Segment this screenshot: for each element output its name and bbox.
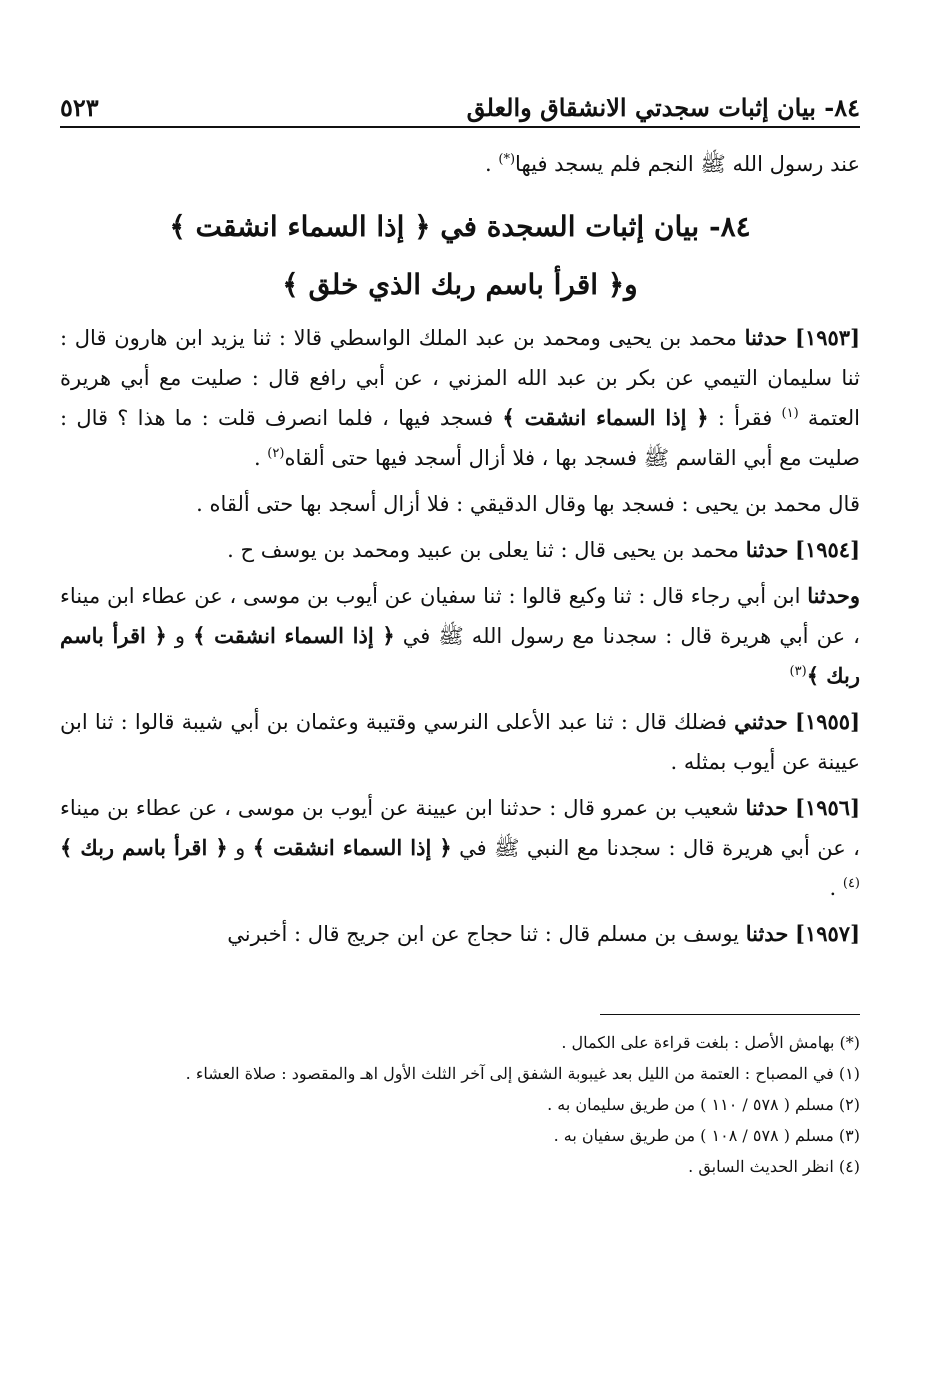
hadith-text: محمد بن يحيى قال : ثنا يعلى بن عبيد ومحمد بن يوسف ح . [227, 538, 740, 562]
hadith-number: [١٩٥٣] [795, 325, 860, 350]
hadith-text: ابن أبي رجاء قال : ثنا وكيع قالوا : ثنا سفيان عن أيوب بن موسى ، عن عطاء ابن ميناء ، عن أبي هريرة قال : سجدنا مع رسول الله ﷺ في [60, 584, 860, 648]
hadith-1955 [60, 702, 860, 782]
narration-formula: حدثنا [745, 537, 789, 562]
hadith-text: و [235, 836, 246, 860]
hadith-text: محمد بن يحيى ومحمد بن عبد الملك الواسطي قالا : ثنا يزيد ابن هارون قال : ثنا سليمان التيمي عن بكر بن عبد الله المزني ، عن أبي رافع قال : صليت مع أبي هريرة العتمة [60, 326, 860, 430]
hadith-1954 [60, 530, 860, 570]
quran-citation: ﴿ اقرأ باسم ربك ﴾ [60, 623, 860, 688]
hadith-number: [١٩٥٧] [795, 921, 860, 946]
hadith-text: . [829, 876, 843, 900]
footnote-marker-1: (١) [781, 406, 799, 421]
footnote-4: (٤) انظر الحديث السابق . [688, 1157, 860, 1176]
footnote-2: (٢) مسلم ( ٥٧٨ / ١١٠ ) من طريق سليمان به . [547, 1095, 860, 1114]
footnote-3: (٣) مسلم ( ٥٧٨ / ١٠٨ ) من طريق سفيان به . [553, 1126, 860, 1145]
quran-citation: ﴿ اقرأ باسم ربك ﴾ [60, 835, 228, 860]
footnote-separator [600, 1014, 860, 1015]
hadith-text: فقرأ : [717, 406, 773, 430]
hadith-1957 [60, 914, 860, 954]
hadith-number: [١٩٥٦] [795, 795, 860, 820]
footnotes [60, 1027, 860, 1182]
hadith-text: . [253, 446, 268, 470]
narration-formula: حدثنا [745, 921, 789, 946]
section-title [60, 202, 860, 310]
narration-formula: وحدثنا [807, 583, 860, 608]
page-number: ٥٢٣ [60, 93, 99, 122]
continuation-end: . [485, 152, 499, 176]
continuation-text: عند رسول الله ﷺ النجم فلم يسجد فيها [515, 152, 860, 176]
hadith-number: [١٩٥٥] [795, 709, 860, 734]
footnote-marker-2: (٢) [267, 446, 285, 461]
footnote-star: (*) بهامش الأصل : بلغت قراءة على الكمال . [561, 1033, 860, 1052]
hadith-text: يوسف بن مسلم قال : ثنا حجاج عن ابن جريج قال : أخبرني [227, 922, 740, 946]
narrator-remark [60, 484, 860, 524]
hadith-1956 [60, 788, 860, 908]
footnote-marker-star: (*) [498, 152, 516, 167]
header-rule [60, 126, 860, 128]
running-header-title: ٨٤- بيان إثبات سجدتي الانشقاق والعلق [466, 93, 860, 122]
footnote-marker-3: (٣) [789, 664, 807, 679]
hadith-1954-second-chain [60, 576, 860, 696]
hadith-text: فسجد فيها ، فلما انصرف قلت : ما هذا ؟ قال : صليت مع أبي القاسم ﷺ فسجد بها ، فلا أزال أسجد فيها حتى ألقاه [60, 406, 860, 470]
remark-text: قال محمد بن يحيى : فسجد بها وقال الدقيقي : فلا أزال أسجد بها حتى ألقاه . [196, 492, 860, 516]
quran-citation: ﴿ إذا السماء انشقت ﴾ [252, 835, 452, 860]
narration-formula: حدثنا [744, 325, 788, 350]
quran-citation: ﴿ إذا السماء انشقت ﴾ [193, 623, 395, 648]
continuation-line [60, 144, 860, 184]
hadith-number: [١٩٥٤] [795, 537, 860, 562]
hadith-text: فضلك قال : ثنا عبد الأعلى النرسي وقتيبة وعثمان بن أبي شيبة قالوا : ثنا ابن عيينة عن أيوب بمثله . [60, 710, 860, 774]
hadith-text: و [174, 624, 186, 648]
section-title-line-2: و﴿ اقرأ باسم ربك الذي خلق ﴾ [282, 268, 638, 301]
footnote-1: (١) في المصباح : العتمة من الليل بعد غيبوبة الشفق إلى آخر الثلث الأول اهـ والمقصود : صلاة العشاء . [185, 1064, 860, 1083]
main-text [60, 144, 860, 954]
quran-citation: ﴿ إذا السماء انشقت ﴾ [502, 405, 709, 430]
hadith-1953 [60, 318, 860, 478]
section-title-line-1: ٨٤- بيان إثبات السجدة في ﴿ إذا السماء انشقت ﴾ [169, 210, 751, 243]
book-page [60, 60, 860, 1320]
narration-formula: حدثنا [745, 795, 789, 820]
narration-formula: حدثني [734, 709, 788, 734]
footnote-marker-4: (٤) [842, 876, 860, 891]
hadith-text: شعيب بن عمرو قال : حدثنا ابن عيينة عن أيوب بن موسى ، عن عطاء بن ميناء ، عن أبي هريرة قال : سجدنا مع النبي ﷺ في [60, 796, 860, 860]
running-header [60, 60, 860, 126]
